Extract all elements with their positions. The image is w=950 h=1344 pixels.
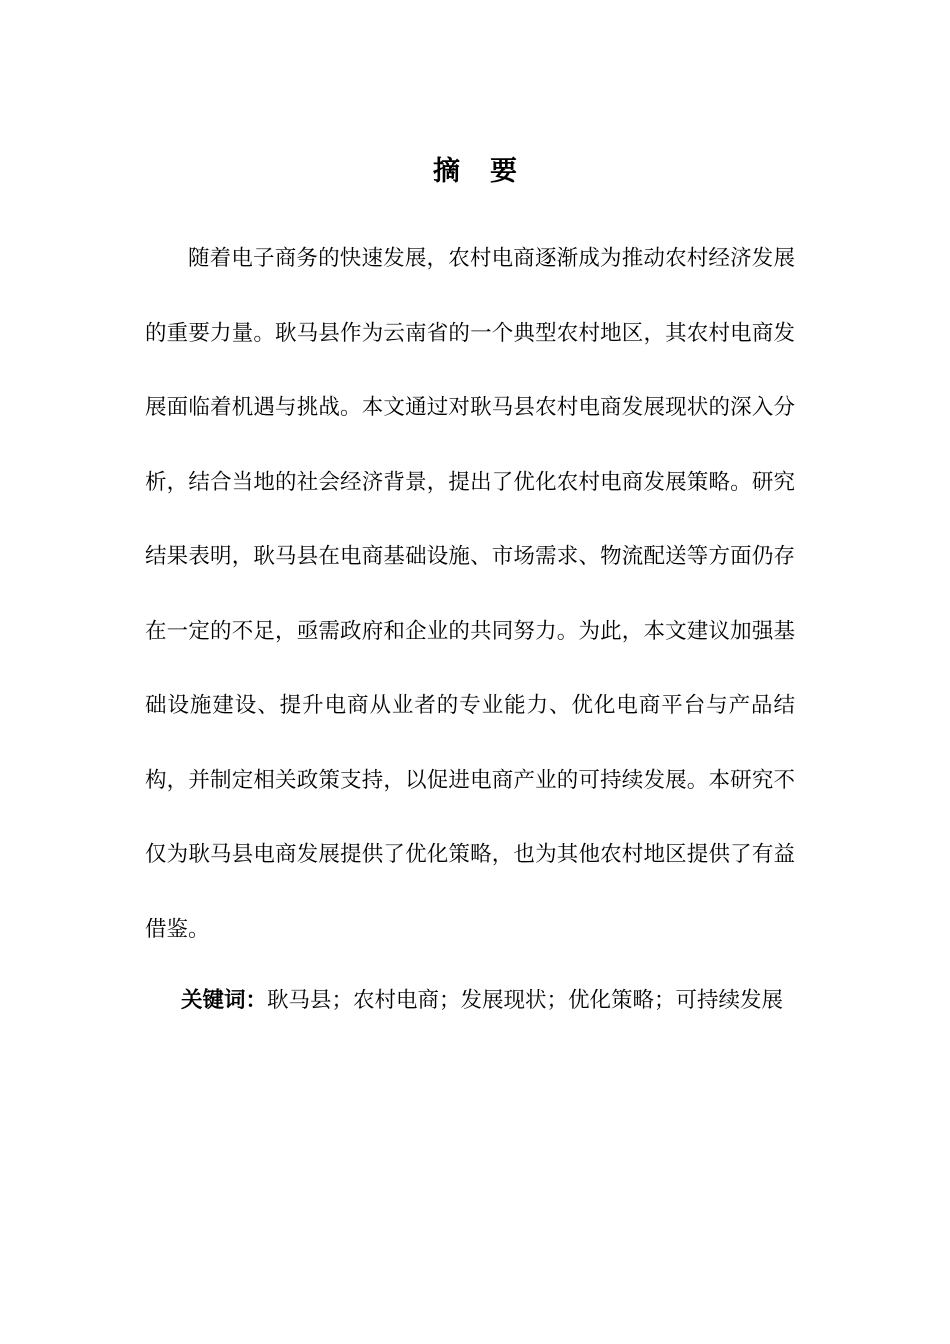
page-title: 摘要: [433, 156, 547, 187]
keywords-line: [145, 980, 795, 1022]
keywords-label: 关键词：: [181, 988, 268, 1013]
abstract-paragraph: 随着电子商务的快速发展，农村电商逐渐成为推动农村经济发展的重要力量。耿马县作为云南省的一个典型农村地区，其农村电商发展面临着机遇与挑战。本文通过对耿马县农村电商发展现状的深入分析，结合当地的社会经济背景，提出了优化农村电商发展策略。研究结果表明，耿马县在电商基础设施、市场需求、物流配送等方面仍存在一定的不足，亟需政府和企业的共同努力。为此，本文建议加强基础设施建设、提升电商从业者的专业能力、优化电商平台与产品结构，并制定相关政策支持，以促进电商产业的可持续发展。本研究不仅为耿马县电商发展提供了优化策略，也为其他农村地区提供了有益借鉴。: [145, 246, 795, 942]
keywords-text: 耿马县；农村电商；发展现状；优化策略；可持续发展: [267, 988, 784, 1013]
